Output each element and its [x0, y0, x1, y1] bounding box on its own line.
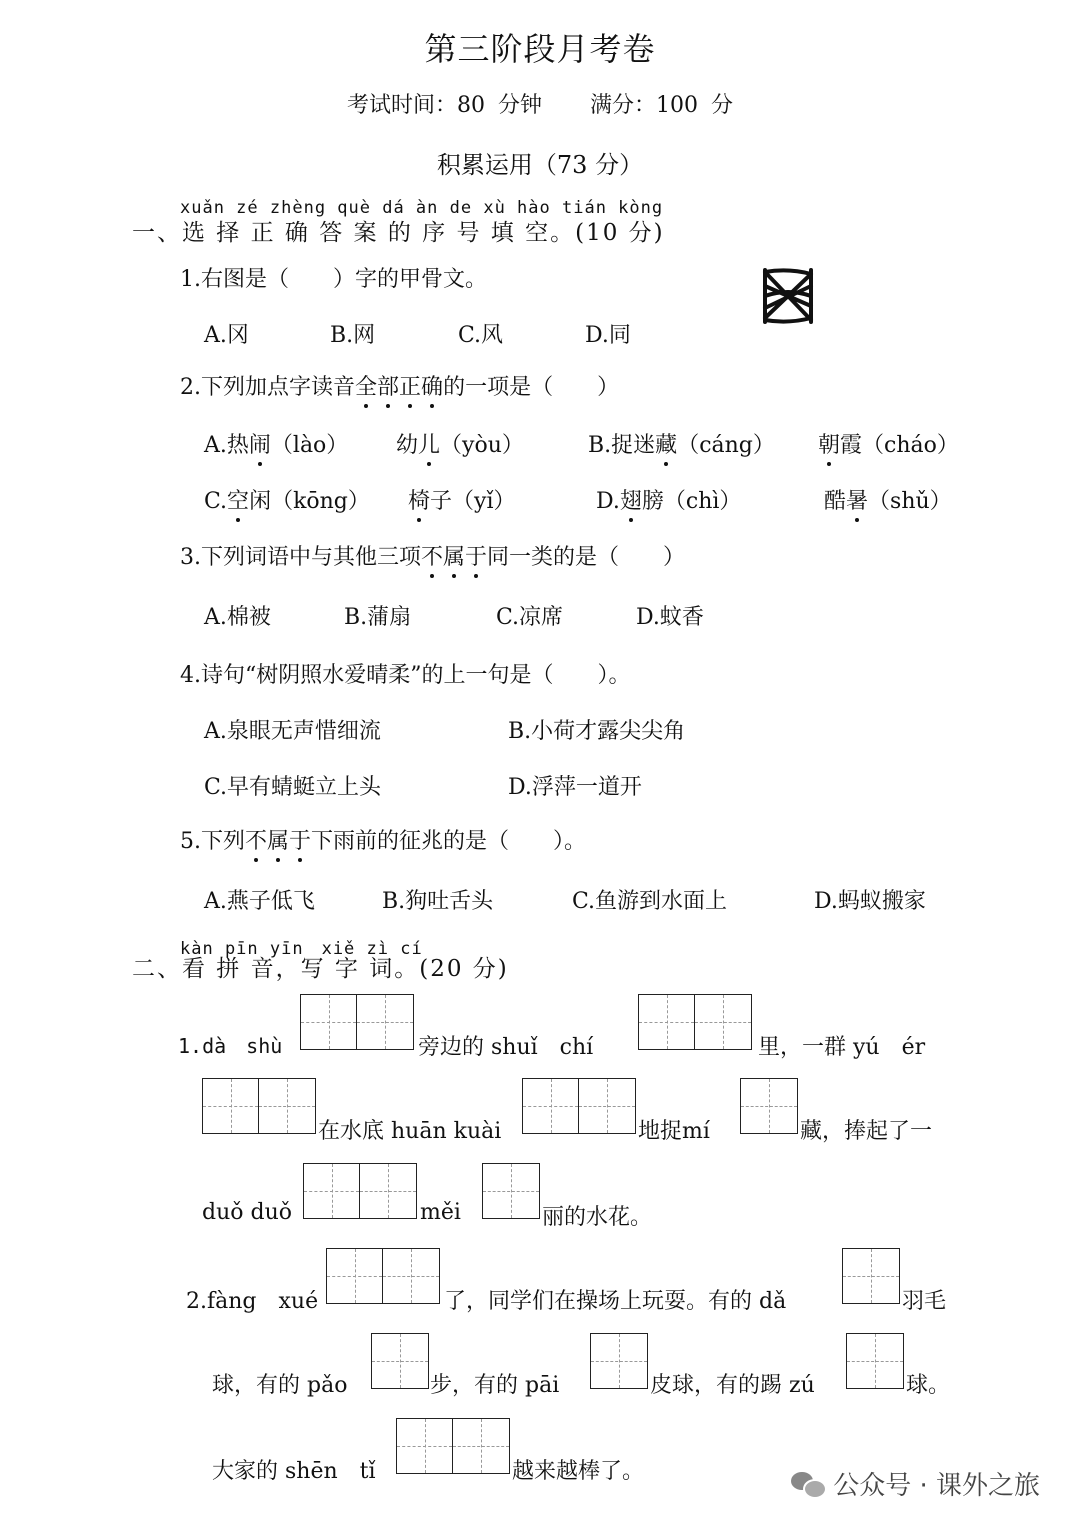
q2-text	[180, 370, 619, 401]
q2-option-c1: C.空闲（kōng）	[204, 484, 370, 515]
p2-l1-text-c: 里，一群 yú ér	[758, 1035, 926, 1060]
q3-option-c: C.凉席	[496, 605, 564, 630]
writing-grid-da-shu[interactable]	[300, 994, 414, 1050]
q1-option-c: C.风	[458, 323, 504, 348]
p2-l4-text-c: 羽毛	[902, 1289, 947, 1314]
writing-grid-fang-xue[interactable]	[326, 1248, 440, 1304]
p2-l3-text-c: 丽的水花。	[542, 1205, 653, 1230]
q2-dot-char: 部	[377, 370, 399, 401]
section-title: 积累运用（73 分）	[436, 151, 644, 179]
writing-grid-shen-ti[interactable]	[396, 1418, 510, 1474]
exam-score: 满分：100 分	[590, 93, 733, 118]
q1-option-a: A.冈	[204, 323, 249, 348]
q4-option-a: A.泉眼无声惜细流	[204, 719, 381, 744]
watermark-text: 公众号 · 课外之旅	[833, 1471, 1040, 1501]
part2-pinyin: kàn pīn yīn xiě zì cí	[180, 939, 423, 959]
part2-header: 二、看 拼 音，写 字 词。(20 分)	[132, 956, 509, 982]
oracle-bone-character-image	[760, 266, 816, 326]
p2-l5-text-d: 球。	[906, 1373, 951, 1398]
exam-meta	[0, 88, 1080, 119]
q5-option-b: B.狗吐舌头	[382, 889, 494, 914]
q2-option-c2: 椅子（yǐ）	[408, 484, 515, 515]
q1-option-b: B.网	[330, 323, 376, 348]
p2-l2-text-c: 藏，捧起了一	[800, 1119, 933, 1144]
p2-l5-text-a: 球，有的 pǎo	[212, 1373, 348, 1398]
part1-pinyin: xuǎn zé zhèng què dá àn de xù hào tián kòng	[180, 198, 664, 218]
q2-option-d1: D.翅膀（chì）	[596, 484, 741, 515]
writing-grid-mei[interactable]	[482, 1163, 540, 1219]
wechat-icon	[791, 1470, 825, 1498]
q5-option-d: D.蚂蚁搬家	[814, 889, 926, 914]
q4-option-d: D.浮萍一道开	[508, 775, 642, 800]
q5-option-c: C.鱼游到水面上	[572, 889, 728, 914]
writing-grid-duo-duo[interactable]	[303, 1163, 417, 1219]
p2-l5-text-b: 步，有的 pāi	[430, 1373, 560, 1398]
writing-grid-huan-kuai[interactable]	[522, 1078, 636, 1134]
writing-grid-yu-er[interactable]	[202, 1078, 316, 1134]
q2-dot-char: 全	[355, 370, 377, 401]
p2-l3-text-a: duǒ duǒ	[202, 1200, 292, 1225]
q2-option-d2: 酷暑（shǔ）	[824, 484, 952, 515]
q2-text-post: 的一项是（ ）	[443, 375, 620, 400]
part1-header: 一、选 择 正 确 答 案 的 序 号 填 空。(10 分)	[132, 220, 665, 246]
q4-text: 4.诗句“树阴照水爱晴柔”的上一句是（ ）。	[180, 663, 631, 688]
q3-option-d: D.蚊香	[636, 605, 704, 630]
exam-time: 考试时间：80 分钟	[347, 93, 542, 118]
p2-l1-text-a: 1.dà shù	[178, 1034, 283, 1058]
q2-dot-char: 正	[399, 370, 421, 401]
q2-option-a1: A.热闹（lào）	[204, 428, 348, 459]
writing-grid-da[interactable]	[842, 1248, 900, 1304]
q1-option-d: D.同	[585, 323, 631, 348]
q2-option-b1: B.捉迷藏（cáng）	[588, 428, 775, 459]
writing-grid-shui-chi[interactable]	[638, 994, 752, 1050]
q4-option-c: C.早有蜻蜓立上头	[204, 775, 382, 800]
p2-l1-text-b: 旁边的 shuǐ chí	[418, 1035, 594, 1060]
writing-grid-pai[interactable]	[590, 1333, 648, 1389]
p2-l4-text-b: 了，同学们在操场上玩耍。有的 dǎ	[444, 1289, 787, 1314]
q4-option-b: B.小荷才露尖尖角	[508, 719, 686, 744]
q2-text-pre: 2.下列加点字读音	[180, 375, 355, 400]
writing-grid-zu[interactable]	[846, 1333, 904, 1389]
q3-option-a: A.棉被	[204, 605, 271, 630]
p2-l6-text-b: 越来越棒了。	[512, 1459, 645, 1484]
watermark	[791, 1465, 1040, 1502]
p2-l2-text-b: 地捉mí	[638, 1119, 710, 1144]
q2-option-a2: 幼儿（yòu）	[396, 428, 524, 459]
q1-text: 1.右图是（ ）字的甲骨文。	[180, 267, 487, 292]
q2-option-b2: 朝霞（cháo）	[818, 428, 959, 459]
p2-l5-text-c: 皮球，有的踢 zú	[650, 1373, 815, 1398]
page-title: 第三阶段月考卷	[424, 30, 656, 68]
p2-l2-text-a: 在水底 huān kuài	[318, 1119, 502, 1144]
writing-grid-pao[interactable]	[371, 1333, 429, 1389]
q5-option-a: A.燕子低飞	[204, 889, 315, 914]
q5-text: 5.下列不属于下雨前的征兆的是（ ）。	[180, 824, 586, 855]
q3-text: 3.下列词语中与其他三项不属于同一类的是（ ）	[180, 540, 685, 571]
q3-option-b: B.蒲扇	[344, 605, 412, 630]
writing-grid-mi[interactable]	[740, 1078, 798, 1134]
p2-l3-text-b: měi	[420, 1200, 461, 1225]
p2-l6-text-a: 大家的 shēn tǐ	[212, 1459, 376, 1484]
q2-dot-char: 确	[421, 370, 443, 401]
p2-l4-text-a: 2.fàng xué	[186, 1289, 319, 1314]
